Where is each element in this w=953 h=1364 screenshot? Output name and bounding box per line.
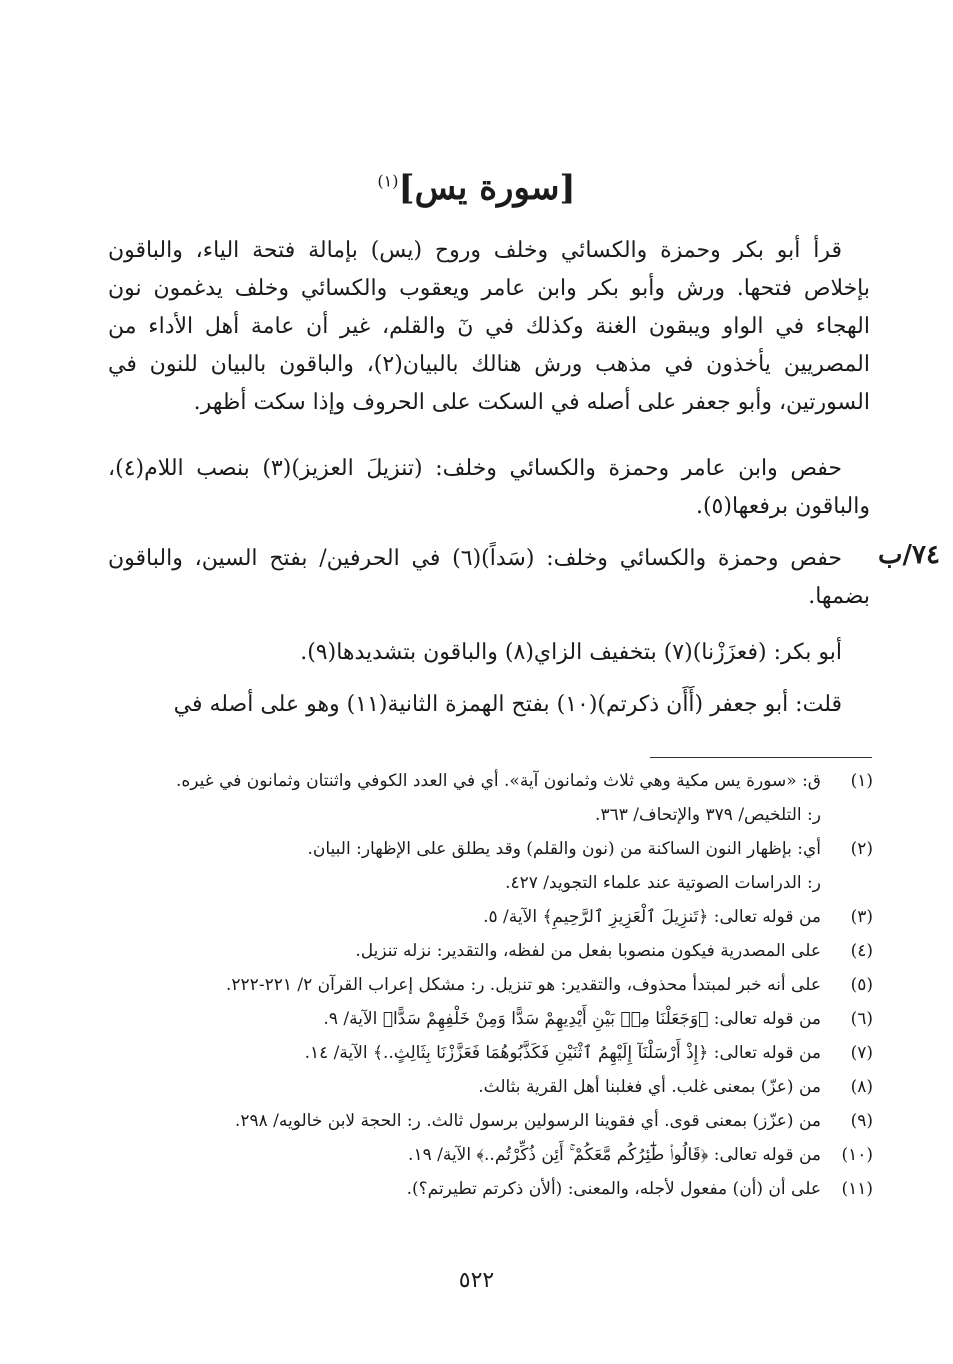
footnote-number: (١): [850, 771, 873, 791]
paragraph-text: حفص وابن عامر وحمزة والكسائي وخلف: (تنزيلَ العزيز)(٣) بنصب اللام(٤)، والباقون برفعها(٥).: [108, 456, 870, 519]
footnote-text: من قوله تعالى: ﴿تَنزِيلَ ٱلْعَزِيزِ ٱلرَّحِيمِ﴾ الآية/ ٥.: [483, 907, 821, 927]
footnote-7: [108, 1036, 873, 1070]
footnote-9: [108, 1104, 873, 1138]
surah-heading: [0, 168, 953, 208]
footnote-1-continuation: ر: التلخيص/ ٣٧٩ والإتحاف/ ٣٦٣.: [595, 805, 821, 825]
footnote-text: من (عزّ) بمعنى غلب. أي فغلبنا أهل القرية بثالث.: [478, 1077, 821, 1097]
manuscript-folio-marker: ٧٤/ب: [878, 540, 940, 570]
body-paragraph-3: [108, 540, 870, 616]
footnote-number: (١١): [841, 1179, 873, 1199]
paragraph-text: حفص وحمزة والكسائي وخلف: (سَداً)(٦) في الحرفين/ بفتح السين، والباقون بضمها.: [108, 546, 870, 609]
paragraph-text: قلت: أبو جعفر (أَأَن ذكرتم)(١٠) بفتح الهمزة الثانية(١١) وهو على أصله في: [173, 692, 842, 717]
footnote-number: (٨): [850, 1077, 873, 1097]
footnote-number: (٢): [850, 839, 873, 859]
footnote-10: [108, 1138, 873, 1172]
footnote-number: (٥): [850, 975, 873, 995]
body-paragraph-1: [108, 232, 870, 422]
footnote-text: من قوله تعالى: ﴿إِذْ أَرْسَلْنَآ إِلَيْهِمُ ٱثْنَيْنِ فَكَذَّبُوهُمَا فَعَزَّزْنَا بِثَالِثٍ..﴾ الآية/ ١٤.: [304, 1043, 821, 1063]
footnote-text: على أن (أن) مفعول لأجله، والمعنى: (ألأن ذكرتم تطيرتم؟).: [406, 1179, 821, 1199]
footnote-text: أي: بإظهار النون الساكنة من (نون والقلم) وقد يطلق على الإظهار: البيان.: [307, 839, 821, 859]
page-number: ٥٢٢: [458, 1268, 495, 1293]
footnote-text: على المصدرية فيكون منصوبا بفعل من لفظه، والتقدير: نزله تنزيل.: [355, 941, 821, 961]
footnote-text: من (عزّز) بمعنى قوى. أي فقوينا الرسولين برسول ثالث. ر: الحجة لابن خالويه/ ٢٩٨.: [234, 1111, 821, 1131]
paragraph-text: قرأ أبو بكر وحمزة والكسائي وخلف وروح (يس) بإمالة فتحة الياء، والباقون بإخلاص فتحها. ورش وأبو بكر وابن عامر ويعقوب والكسائي وخلف يدغمون نون الهجاء في الواو ويبقون الغنة وكذلك في نٓ والقلم، غير أن عامة أهل الأداء من المصريين يأخذون في مذهب ورش هنالك بالبيان(٢)، والباقون بالبيان للنون في السورتين، وأبو جعفر على أصله في السكت على الحروف وإذا سكت أظهر.: [108, 238, 870, 415]
footnote-4: [108, 934, 873, 968]
footnote-2-continuation: ر: الدراسات الصوتية عند علماء التجويد/ ٤٢٧.: [505, 873, 821, 893]
footnotes-section: [108, 764, 873, 1206]
footnote-5: [108, 968, 873, 1002]
footnote-number: (١٠): [841, 1145, 873, 1165]
footnote-number: (٦): [850, 1009, 873, 1029]
footnote-number: (٩): [850, 1111, 873, 1131]
footnote-number: (٧): [850, 1043, 873, 1063]
footnote-11: [108, 1172, 873, 1206]
paragraph-text: أبو بكر: (فعزَزْنا)(٧) بتخفيف الزاي(٨) والباقون بتشديدها(٩).: [300, 640, 842, 665]
footnote-text: ق: «سورة يس مكية وهي ثلاث وثمانون آية». أي في العدد الكوفي واثنتان وثمانون في غيره.: [175, 771, 821, 791]
footnote-text: على أنه خبر لمبتدأ محذوف، والتقدير: هو تنزيل. ر: مشكل إعراب القرآن ٢/ ٢٢١-٢٢٢.: [226, 975, 821, 995]
body-paragraph-5: [108, 686, 870, 724]
footnote-8: [108, 1070, 873, 1104]
surah-title: [سورة يس]: [398, 168, 576, 208]
footnote-text: من قوله تعالى: ﴿قَالُوا۟ طَٰٓئِرُكُم مَّعَكُمْ ۚ أَئِن ذُكِّرْتُم..﴾ الآية/ ١٩.: [408, 1145, 821, 1165]
footnote-number: (٤): [850, 941, 873, 961]
footnote-1: [108, 764, 873, 798]
body-paragraph-2: [108, 450, 870, 526]
footnote-separator: [650, 757, 872, 758]
footnote-3: [108, 900, 873, 934]
footnote-2: [108, 832, 873, 866]
footnote-text: من قوله تعالى: ﴿وَجَعَلْنَا مِنۢ بَيْنِ أَيْدِيهِمْ سَدًّا وَمِنْ خَلْفِهِمْ سَدًّا﴾ الآية/ ٩.: [323, 1009, 821, 1029]
footnote-number: (٣): [850, 907, 873, 927]
body-paragraph-4: [108, 634, 870, 672]
title-footnote-ref: (١): [377, 171, 399, 191]
footnote-6: [108, 1002, 873, 1036]
